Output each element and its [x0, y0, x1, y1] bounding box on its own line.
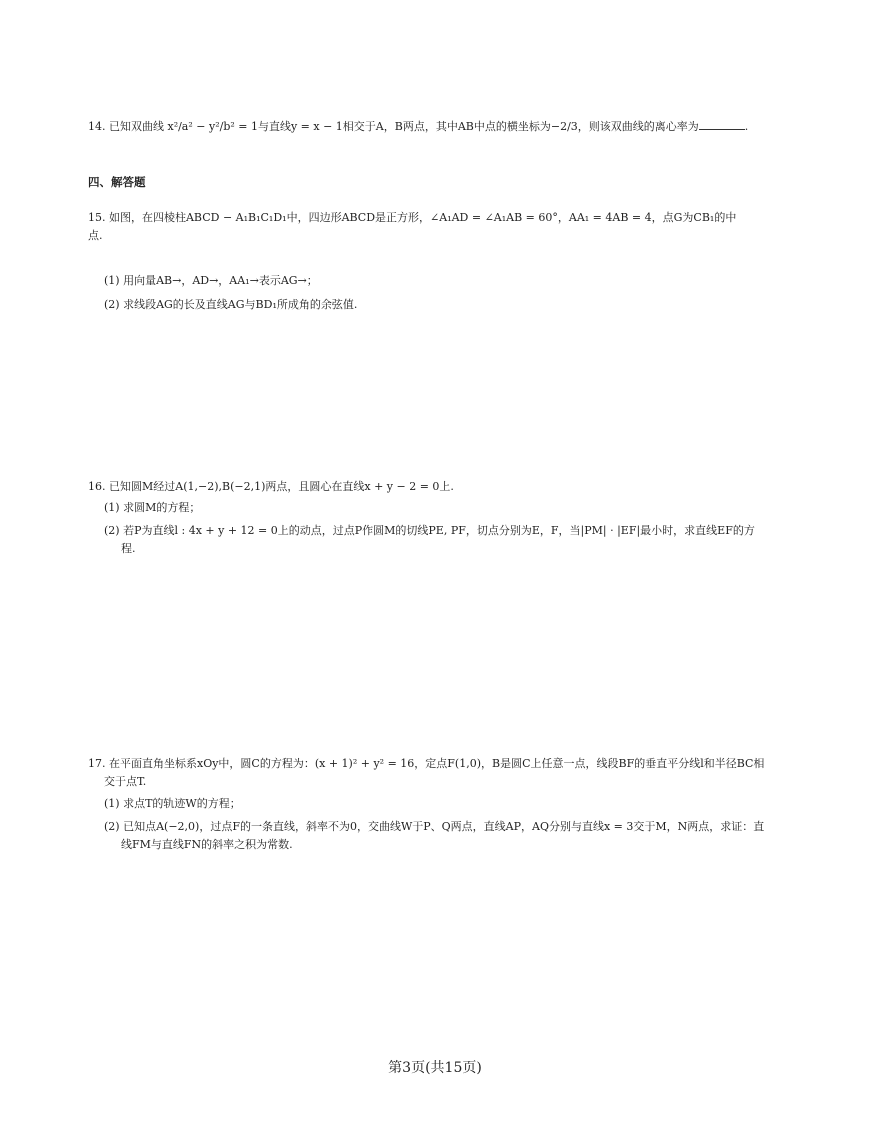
q16-line-1: 16. 已知圆M经过A(1,−2),B(−2,1)两点，且圆心在直线x + y − 2 = 0上.	[88, 480, 454, 493]
q17-part-2-line-2: 线FM与直线FN的斜率之积为常数.	[121, 838, 293, 851]
q16-part-1: (1) 求圆M的方程；	[104, 501, 201, 514]
answer-blank	[699, 119, 745, 130]
q16-part-2-line-2: 程.	[121, 542, 136, 555]
q16-part-2-line-1: (2) 若P为直线l : 4x + y + 12 = 0上的动点，过点P作圆M的切线PE, PF，切点分别为E，F，当|PM| · |EF|最小时，求直线EF的方	[104, 524, 755, 537]
q14-line-1	[88, 119, 748, 134]
q17-part-1: (1) 求点T的轨迹W的方程；	[104, 797, 241, 810]
q17-line-1: 17. 在平面直角坐标系xOy中，圆C的方程为：(x + 1)² + y² = 16，定点F(1,0)，B是圆C上任意一点，线段BF的垂直平分线l和半径BC相	[88, 757, 765, 770]
q15-line-1: 15. 如图，在四棱柱ABCD − A₁B₁C₁D₁中，四边形ABCD是正方形，∠A₁AD = ∠A₁AB = 60°，AA₁ = 4AB = 4，点G为CB₁的中	[88, 211, 737, 224]
q17-line-2: 交于点T.	[104, 775, 147, 788]
q14-text: 14. 已知双曲线 x²/a² − y²/b² = 1与直线y = x − 1相交于A，B两点，其中AB中点的横坐标为−2/3，则该双曲线的离心率为	[88, 120, 699, 133]
q15-line-2: 点.	[88, 229, 103, 242]
q15-part-2: (2) 求线段AG的长及直线AG与BD₁所成角的余弦值.	[104, 298, 358, 311]
q15-part-1: (1) 用向量AB→，AD→，AA₁→表示AG→；	[104, 274, 318, 287]
section-heading: 四、解答题	[88, 175, 146, 189]
q14-tail: .	[744, 120, 749, 133]
q17-part-2-line-1: (2) 已知点A(−2,0)，过点F的一条直线，斜率不为0，交曲线W于P、Q两点，直线AP，AQ分别与直线x = 3交于M，N两点，求证：直	[104, 820, 765, 833]
page-number: 第3页(共15页)	[388, 1060, 482, 1076]
